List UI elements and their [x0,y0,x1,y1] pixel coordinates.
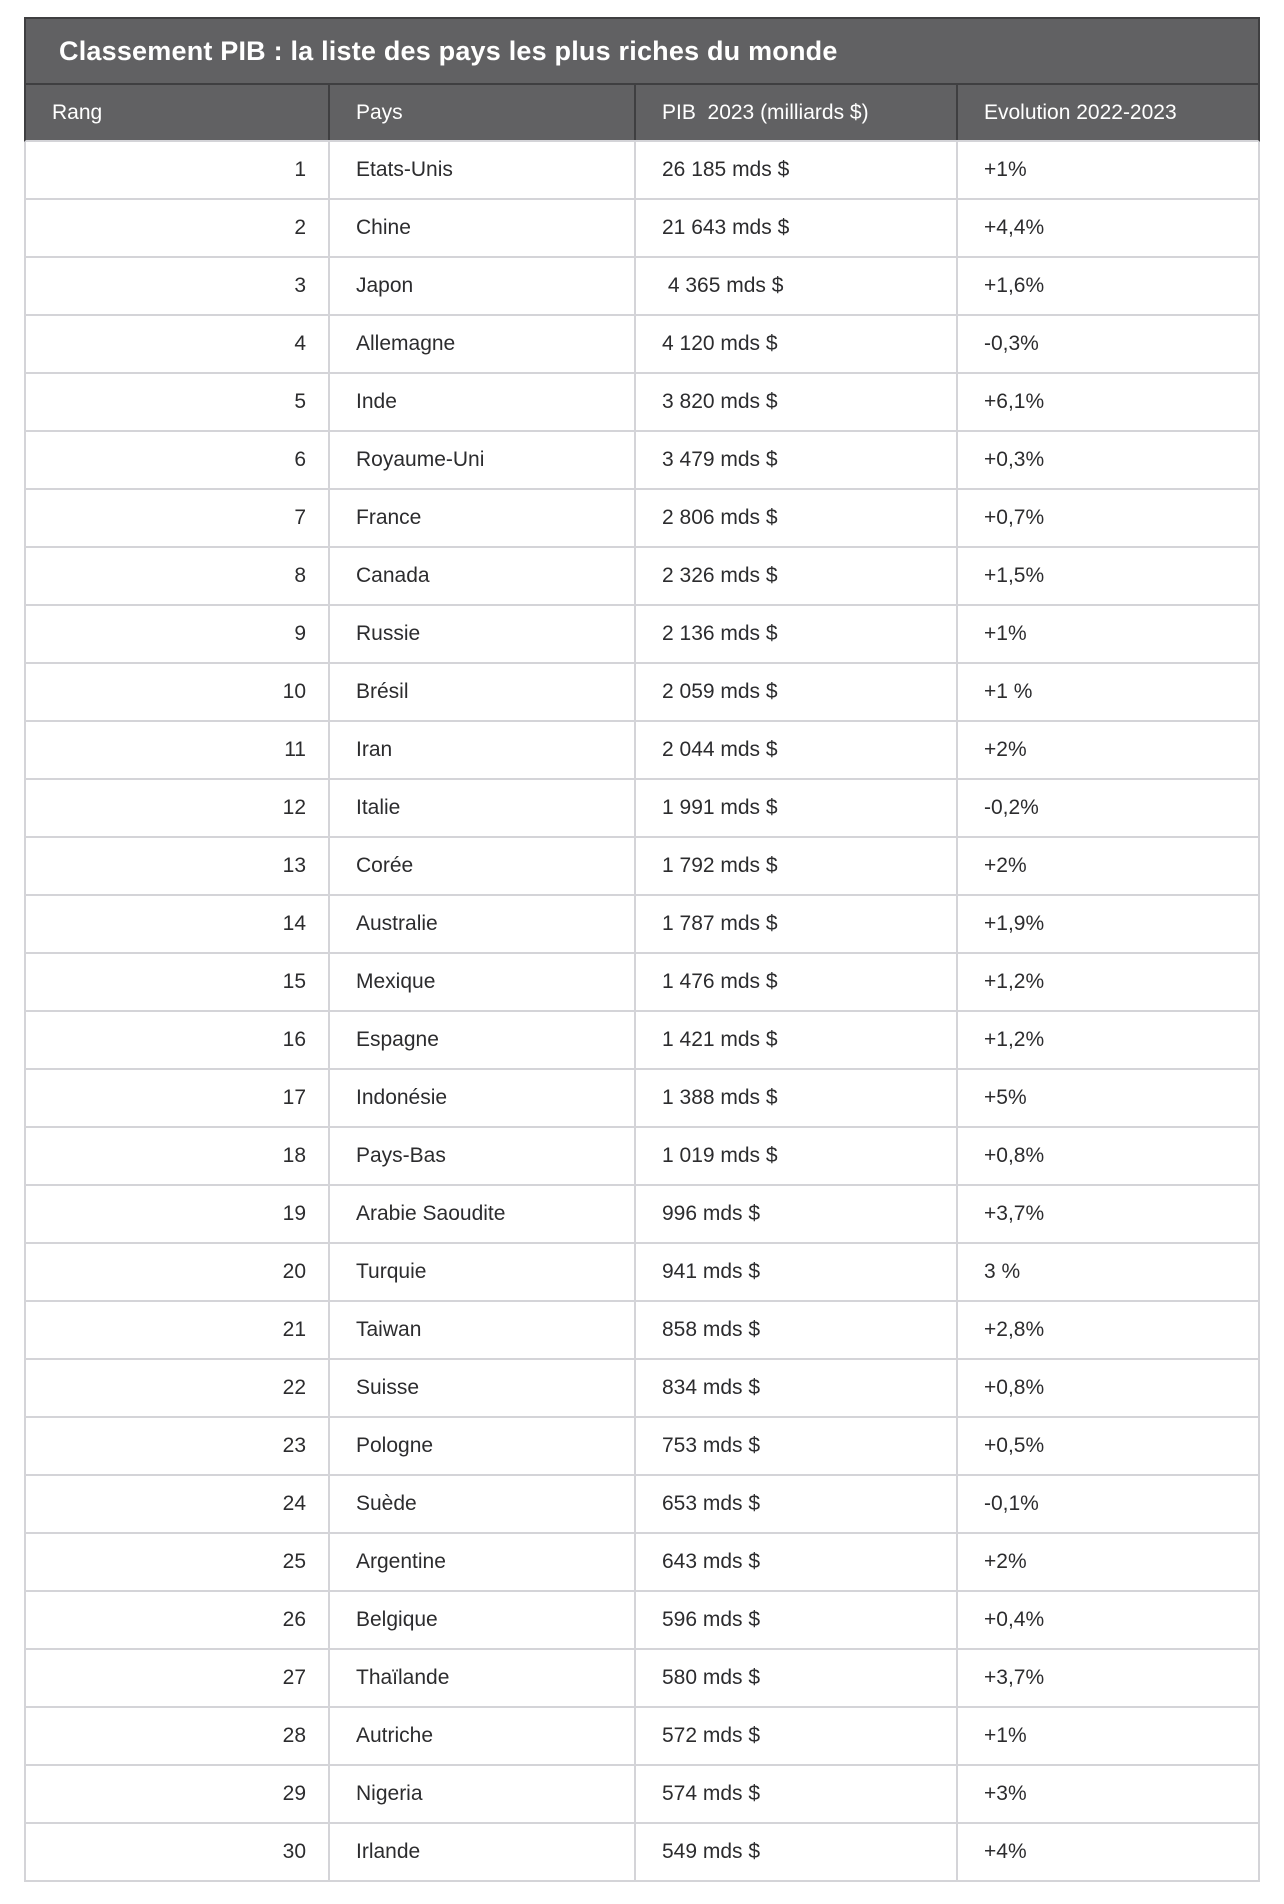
column-header-rang: Rang [26,85,330,140]
country-cell: Japon [330,258,636,314]
rank-cell: 24 [26,1476,330,1532]
table-row [26,606,1258,664]
table-row [26,1476,1258,1534]
rank-cell: 4 [26,316,330,372]
table-header-row [24,85,1260,142]
evolution-cell: +1,5% [984,564,1045,587]
rank-cell: 11 [26,722,330,778]
rank-cell: 5 [26,374,330,430]
table-row [26,1418,1258,1476]
evolution-cell: +3% [984,1782,1027,1805]
country-cell: Belgique [330,1592,636,1648]
gdp-cell: 1 787 mds $ [636,896,958,952]
table-row [26,1534,1258,1592]
rank-cell: 10 [26,664,330,720]
table-row [26,548,1258,606]
country-cell: Chine [330,200,636,256]
country-cell: Pays-Bas [330,1128,636,1184]
gdp-cell: 549 mds $ [636,1824,958,1880]
gdp-cell: 941 mds $ [636,1244,958,1300]
gdp-cell: 2 806 mds $ [636,490,958,546]
evolution-cell: +0,4% [984,1608,1045,1631]
country-cell: Inde [330,374,636,430]
table-row [26,432,1258,490]
evolution-cell: +4,4% [984,216,1045,239]
country-cell: Turquie [330,1244,636,1300]
country-cell: France [330,490,636,546]
column-header-pays: Pays [330,85,636,140]
evolution-cell: +2% [984,738,1027,761]
table-row [26,374,1258,432]
gdp-cell: 753 mds $ [636,1418,958,1474]
evolution-cell: +1,9% [984,912,1045,935]
gdp-cell: 21 643 mds $ [636,200,958,256]
table-row [26,1708,1258,1766]
evolution-cell: +1,2% [984,1028,1045,1051]
table-title: Classement PIB : la liste des pays les plus riches du monde [59,35,838,66]
gdp-cell: 596 mds $ [636,1592,958,1648]
rank-cell: 13 [26,838,330,894]
table-row [26,200,1258,258]
evolution-cell: +4% [984,1840,1027,1863]
evolution-cell: +2,8% [984,1318,1045,1341]
gdp-cell: 3 820 mds $ [636,374,958,430]
table-title-bar [24,17,1260,85]
evolution-cell: +2% [984,854,1027,877]
rank-cell: 14 [26,896,330,952]
table-row [26,1766,1258,1824]
table-row [26,1244,1258,1302]
table-row [26,316,1258,374]
evolution-cell: -0,2% [984,796,1039,819]
country-cell: Brésil [330,664,636,720]
gdp-cell: 3 479 mds $ [636,432,958,488]
table-row [26,1128,1258,1186]
country-cell: Russie [330,606,636,662]
country-cell: Allemagne [330,316,636,372]
rank-cell: 3 [26,258,330,314]
gdp-cell: 643 mds $ [636,1534,958,1590]
country-cell: Thaïlande [330,1650,636,1706]
evolution-cell: +0,8% [984,1376,1045,1399]
evolution-cell: +3,7% [984,1202,1045,1225]
evolution-cell: -0,1% [984,1492,1039,1515]
rank-cell: 17 [26,1070,330,1126]
table-row [26,1360,1258,1418]
table-row [26,1824,1258,1882]
table-row [26,896,1258,954]
country-cell: Royaume-Uni [330,432,636,488]
evolution-cell: +1% [984,158,1027,181]
gdp-cell: 572 mds $ [636,1708,958,1764]
rank-cell: 26 [26,1592,330,1648]
rank-cell: 21 [26,1302,330,1358]
rank-cell: 12 [26,780,330,836]
evolution-cell: +1,2% [984,970,1045,993]
evolution-cell: +1% [984,622,1027,645]
gdp-cell: 834 mds $ [636,1360,958,1416]
rank-cell: 6 [26,432,330,488]
country-cell: Pologne [330,1418,636,1474]
country-cell: Indonésie [330,1070,636,1126]
country-cell: Taiwan [330,1302,636,1358]
evolution-cell: +0,8% [984,1144,1045,1167]
gdp-cell: 2 044 mds $ [636,722,958,778]
country-cell: Suisse [330,1360,636,1416]
rank-cell: 27 [26,1650,330,1706]
table-row [26,1302,1258,1360]
rank-cell: 19 [26,1186,330,1242]
gdp-cell: 1 388 mds $ [636,1070,958,1126]
evolution-cell: +1% [984,1724,1027,1747]
country-cell: Autriche [330,1708,636,1764]
table-row [26,780,1258,838]
rank-cell: 22 [26,1360,330,1416]
gdp-cell: 1 476 mds $ [636,954,958,1010]
rank-cell: 2 [26,200,330,256]
gdp-cell: 653 mds $ [636,1476,958,1532]
table-row [26,1592,1258,1650]
table-row [26,1186,1258,1244]
rank-cell: 15 [26,954,330,1010]
gdp-cell: 580 mds $ [636,1650,958,1706]
country-cell: Nigeria [330,1766,636,1822]
rank-cell: 1 [26,142,330,198]
evolution-cell: +0,3% [984,448,1045,471]
table-row [26,954,1258,1012]
country-cell: Iran [330,722,636,778]
country-cell: Espagne [330,1012,636,1068]
evolution-cell: +5% [984,1086,1027,1109]
gdp-cell: 1 991 mds $ [636,780,958,836]
gdp-cell: 2 059 mds $ [636,664,958,720]
table-row [26,838,1258,896]
gdp-cell: 2 136 mds $ [636,606,958,662]
table-row [26,142,1258,200]
rank-cell: 25 [26,1534,330,1590]
gdp-ranking-table [24,17,1260,1882]
table-row [26,664,1258,722]
evolution-cell: +1,6% [984,274,1045,297]
rank-cell: 20 [26,1244,330,1300]
rank-cell: 29 [26,1766,330,1822]
table-row [26,1650,1258,1708]
table-body [24,142,1260,1882]
country-cell: Etats-Unis [330,142,636,198]
gdp-cell: 996 mds $ [636,1186,958,1242]
country-cell: Corée [330,838,636,894]
gdp-cell: 1 019 mds $ [636,1128,958,1184]
rank-cell: 16 [26,1012,330,1068]
gdp-cell: 1 421 mds $ [636,1012,958,1068]
country-cell: Mexique [330,954,636,1010]
gdp-cell: 858 mds $ [636,1302,958,1358]
country-cell: Canada [330,548,636,604]
table-row [26,722,1258,780]
country-cell: Irlande [330,1824,636,1880]
country-cell: Suède [330,1476,636,1532]
evolution-cell: +0,5% [984,1434,1045,1457]
rank-cell: 8 [26,548,330,604]
country-cell: Argentine [330,1534,636,1590]
evolution-cell: +2% [984,1550,1027,1573]
column-header-evolution: Evolution 2022-2023 [984,100,1177,124]
evolution-cell: +6,1% [984,390,1045,413]
evolution-cell: +3,7% [984,1666,1045,1689]
table-row [26,1012,1258,1070]
rank-cell: 7 [26,490,330,546]
gdp-cell: 1 792 mds $ [636,838,958,894]
table-row [26,1070,1258,1128]
rank-cell: 18 [26,1128,330,1184]
rank-cell: 23 [26,1418,330,1474]
rank-cell: 9 [26,606,330,662]
rank-cell: 28 [26,1708,330,1764]
gdp-cell: 4 120 mds $ [636,316,958,372]
evolution-cell: -0,3% [984,332,1039,355]
evolution-cell: +0,7% [984,506,1045,529]
gdp-cell: 4 365 mds $ [636,258,958,314]
rank-cell: 30 [26,1824,330,1880]
evolution-cell: 3 % [984,1260,1021,1283]
country-cell: Arabie Saoudite [330,1186,636,1242]
column-header-pib: PIB 2023 (milliards $) [636,85,958,140]
country-cell: Italie [330,780,636,836]
country-cell: Australie [330,896,636,952]
evolution-cell: +1 % [984,680,1033,703]
table-row [26,490,1258,548]
gdp-cell: 2 326 mds $ [636,548,958,604]
table-row [26,258,1258,316]
gdp-cell: 26 185 mds $ [636,142,958,198]
gdp-cell: 574 mds $ [636,1766,958,1822]
